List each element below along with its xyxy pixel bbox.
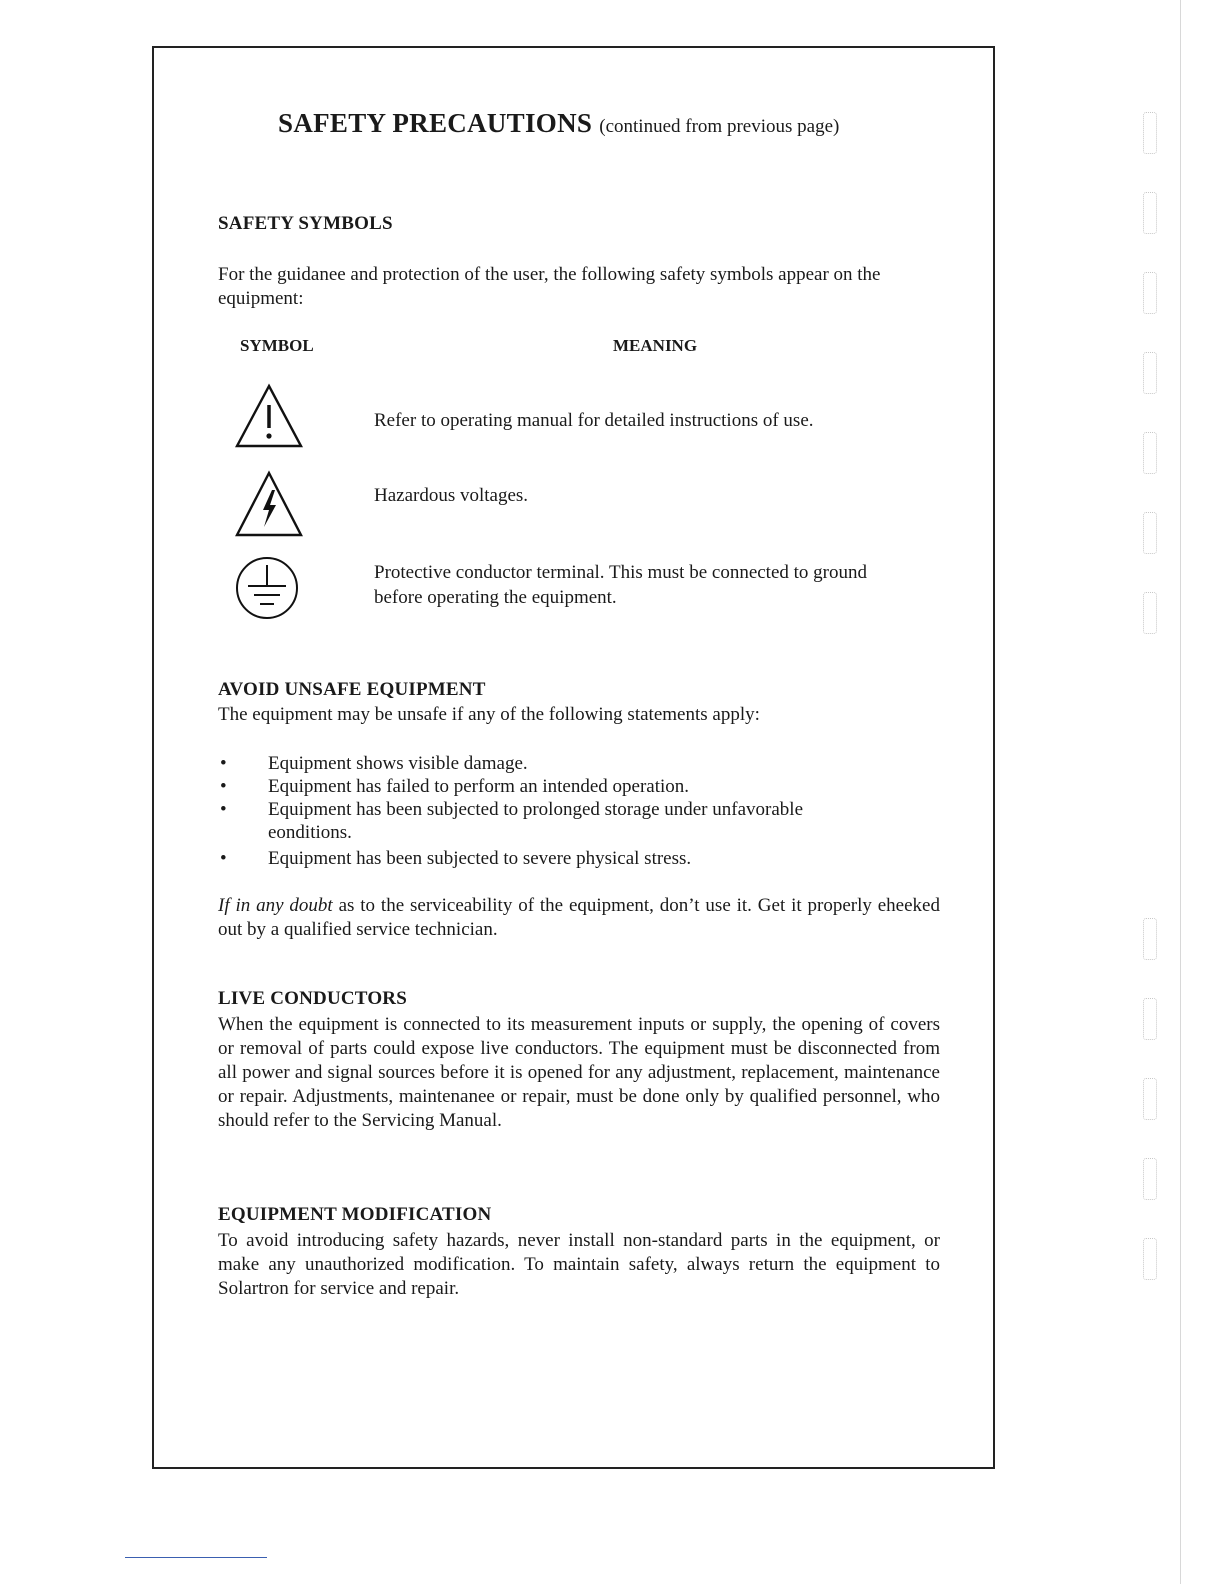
- list-item: • Equipment has failed to perform an intended operation.: [220, 776, 690, 797]
- list-item: • Equipment shows visible damage.: [220, 753, 528, 774]
- footer-underline: [125, 1557, 267, 1558]
- binding-hole-mark: [1143, 1238, 1157, 1280]
- title-main: SAFETY PRECAUTIONS: [278, 108, 593, 138]
- binding-hole-mark: [1143, 352, 1157, 394]
- avoid-unsafe-intro: The equipment may be unsafe if any of the following statements apply:: [218, 704, 760, 725]
- binding-hole-mark: [1143, 112, 1157, 154]
- binding-hole-mark: [1143, 1158, 1157, 1200]
- symbol-meaning-voltage: Hazardous voltages.: [374, 485, 529, 506]
- modification-heading: EQUIPMENT MODIFICATION: [218, 1204, 492, 1225]
- binding-hole-mark: [1143, 918, 1157, 960]
- binding-hole-mark: [1143, 998, 1157, 1040]
- scan-edge-line: [1180, 0, 1181, 1584]
- binding-hole-mark: [1143, 432, 1157, 474]
- avoid-unsafe-heading: AVOID UNSAFE EQUIPMENT: [218, 679, 486, 700]
- symbol-column-header: SYMBOL: [240, 336, 314, 355]
- page-title: [278, 108, 839, 139]
- meaning-column-header: MEANING: [613, 336, 698, 355]
- safety-symbols-intro: For the guidanee and protection of the user, the following safety symbols appear on the equipment:: [218, 264, 881, 309]
- binding-hole-mark: [1143, 1078, 1157, 1120]
- live-conductors-body: When the equipment is connected to its measurement inputs or supply, the opening of covers or removal of parts could expose live conductors. The equipment must be disconnected from all power and signal sources before it is opened for any adjustment, replacement, maintenance or repair. Adjustments, maintenanee or repair, must be done only by qualified personnel, who should refer to the Servicing Manual.: [218, 1014, 940, 1131]
- unsafe-conditions-list: [218, 752, 918, 870]
- symbol-meaning-earth: Protective conductor terminal. This must be connected to ground before operating the equipment.: [374, 562, 867, 608]
- title-continued: (continued from previous page): [599, 116, 840, 137]
- binding-hole-mark: [1143, 192, 1157, 234]
- binding-hole-mark: [1143, 272, 1157, 314]
- doubt-emphasis: If in any doubt: [218, 895, 333, 916]
- list-item: • Equipment has been subjected to severe physical stress.: [220, 848, 692, 869]
- list-item: • Equipment has been subjected to prolonged storage under unfavorable eonditions.: [220, 799, 803, 843]
- protective-earth-icon: [234, 555, 300, 621]
- high-voltage-triangle-icon: [234, 470, 304, 538]
- symbol-meaning-warning: Refer to operating manual for detailed instructions of use.: [374, 410, 814, 431]
- binding-hole-mark: [1143, 592, 1157, 634]
- safety-symbols-heading: SAFETY SYMBOLS: [218, 213, 393, 234]
- doubt-paragraph: If in any doubt as to the serviceability of the equipment, don’t use it. Get it properly eheeked out by a qualified service technician.: [218, 895, 940, 940]
- binding-hole-mark: [1143, 512, 1157, 554]
- live-conductors-heading: LIVE CONDUCTORS: [218, 988, 407, 1009]
- warning-triangle-icon: [234, 383, 304, 449]
- modification-body: To avoid introducing safety hazards, never install non-standard parts in the equipment, or make any unauthorized modification. To maintain safety, always return the equipment to Solartron for service and repair.: [218, 1230, 940, 1299]
